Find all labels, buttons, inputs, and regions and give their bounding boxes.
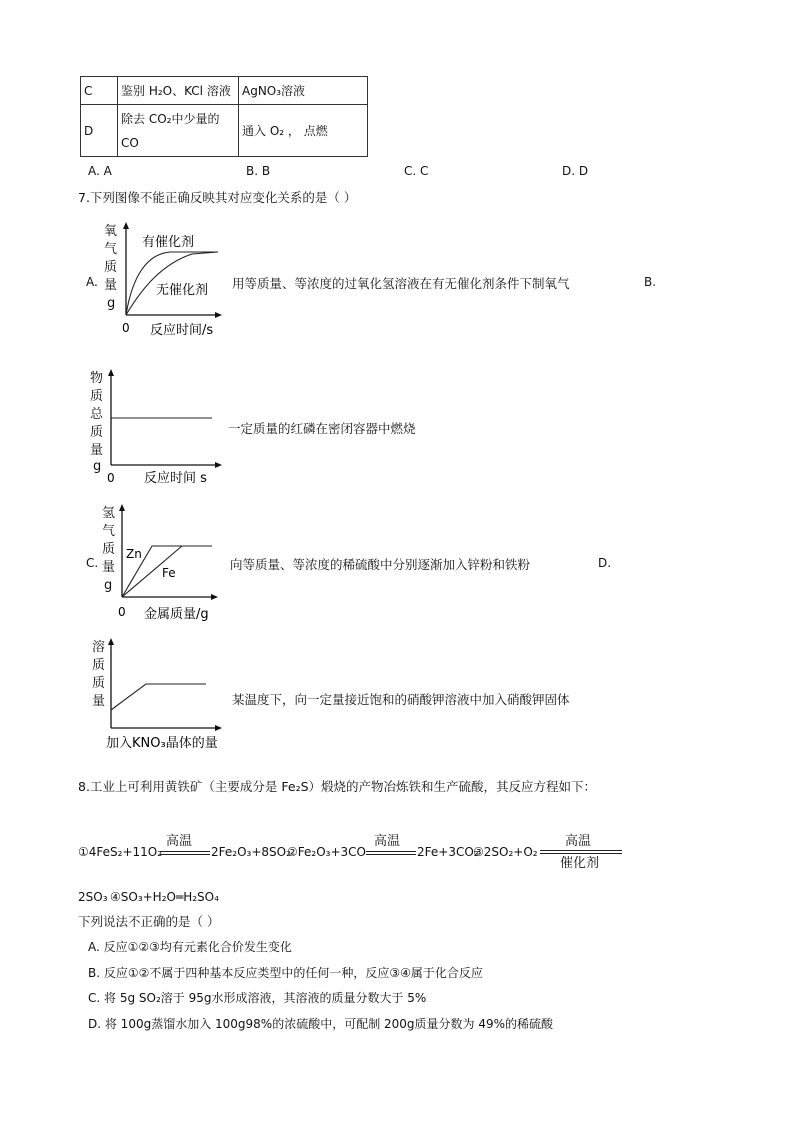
axis-label-char: 总 <box>90 407 104 422</box>
option-d[interactable]: D. D <box>562 164 589 178</box>
curve-label-zn: Zn <box>126 547 142 561</box>
option-c[interactable]: C. C <box>404 164 429 178</box>
axis-label-char: 气 <box>102 524 116 539</box>
axis-label-char: 量 <box>104 278 118 293</box>
graph-d-description: 某温度下，向一定量接近饱和的硝酸钾溶液中加入硝酸钾固体 <box>232 692 570 707</box>
eq1-condition: 高温 <box>166 834 193 849</box>
axis-label-char: 溶 <box>92 640 106 655</box>
table-cell: 通入 O₂ ， 点燃 <box>239 105 368 157</box>
option-letter-b[interactable]: B. <box>644 275 657 289</box>
curve-label-fe: Fe <box>162 566 176 580</box>
table-cell: C <box>81 77 118 105</box>
table-row <box>81 105 368 157</box>
origin-label: 0 <box>118 605 126 619</box>
table-cell: 鉴别 H₂O、KCl 溶液 <box>118 77 239 105</box>
graph-b-description: 一定质量的红磷在密闭容器中燃烧 <box>228 421 416 436</box>
y-axis-arrow <box>119 504 125 511</box>
eq2-right: 2Fe+3CO₂ <box>417 845 479 859</box>
axis-label-char: 质 <box>104 260 118 275</box>
axis-label-char: 物 <box>90 371 104 386</box>
axis-label-char: 质 <box>90 425 104 440</box>
curve-label-catalyst: 有催化剂 <box>142 235 195 250</box>
eq3-condition-top: 高温 <box>565 834 592 849</box>
eq2-condition: 高温 <box>374 834 401 849</box>
axis-label-char: 质 <box>92 658 106 673</box>
axis-label-char: 氢 <box>102 506 116 521</box>
option-b[interactable]: B. B <box>246 164 271 178</box>
x-axis-arrow <box>215 725 222 731</box>
x-axis-arrow <box>211 594 218 600</box>
axis-label-char: 质 <box>92 676 106 691</box>
axis-label-char: 氧 <box>104 224 118 239</box>
x-axis-arrow <box>215 312 222 318</box>
x-axis-label: 金属质量/g <box>144 607 209 622</box>
axis-label-char: 质 <box>102 542 116 557</box>
eq1-equals <box>160 851 210 855</box>
eq3-condition-bottom: 催化剂 <box>560 856 600 871</box>
question-8-prompt: 下列说法不正确的是（ ） <box>78 914 220 929</box>
x-axis-label: 加入KNO₃晶体的量 <box>106 736 218 751</box>
eq1-right: 2Fe₂O₃+8SO₂ <box>211 845 291 859</box>
q8-option-c[interactable]: C. 将 5g SO₂溶于 95g水形成溶液，其溶液的质量分数大于 5% <box>88 991 427 1005</box>
axis-label-char: 量 <box>102 560 116 575</box>
table-row <box>81 77 368 105</box>
axis-label-char: 质 <box>90 389 104 404</box>
y-axis-arrow <box>108 369 114 376</box>
axis-label-char: g <box>107 296 116 311</box>
eq3-left: ③2SO₂+O₂ <box>473 845 538 859</box>
axis-label-char: 气 <box>104 242 118 257</box>
eq2-equals <box>366 851 416 855</box>
question-7-stem: 7.下列图像不能正确反映其对应变化关系的是（ ） <box>78 190 357 205</box>
axis-label-char: g <box>93 459 102 474</box>
question-8-stem: 8.工业上可利用黄铁矿（主要成分是 Fe₂S）煅烧的产物冶炼铁和生产硫酸，其反应方程如下： <box>78 779 597 794</box>
axis-label-char: g <box>104 578 113 593</box>
option-a[interactable]: A. A <box>88 164 112 178</box>
eq2-left: ②Fe₂O₃+3CO <box>287 845 366 859</box>
x-axis-label: 反应时间 s <box>144 471 207 486</box>
q8-option-b[interactable]: B. 反应①②不属于四种基本反应类型中的任何一种，反应③④属于化合反应 <box>88 966 483 980</box>
eq1-left: ①4FeS₂+11O₂ <box>78 845 163 859</box>
graph-c-description: 向等质量、等浓度的稀硫酸中分别逐渐加入锌粉和铁粉 <box>230 557 531 572</box>
option-letter-a[interactable]: A. <box>86 275 98 289</box>
y-axis-arrow <box>108 638 114 645</box>
table-cell: AgNO₃溶液 <box>239 77 368 105</box>
graph-a-description: 用等质量、等浓度的过氧化氢溶液在有无催化剂条件下制氧气 <box>232 276 570 291</box>
table-cell: D <box>81 105 118 157</box>
option-letter-d[interactable]: D. <box>598 556 612 570</box>
axis-label-char: 量 <box>92 694 106 709</box>
solute-mass-line <box>111 684 206 710</box>
q8-option-d[interactable]: D. 将 100g蒸馏水加入 100g98%的浓硫酸中，可配制 200g质量分数为 49%的稀硫酸 <box>88 1017 554 1031</box>
graph-d <box>88 634 238 752</box>
x-axis-arrow <box>215 462 222 468</box>
curve-label-no-catalyst: 无催化剂 <box>156 283 209 298</box>
table-cell: 除去 CO₂中少量的CO <box>118 105 239 157</box>
axis-label-char: 量 <box>90 443 104 458</box>
origin-label: 0 <box>122 321 130 335</box>
option-letter-c[interactable]: C. <box>86 556 99 570</box>
graph-a <box>98 218 228 342</box>
x-axis-label: 反应时间/s <box>150 323 214 338</box>
y-axis-arrow <box>123 222 129 229</box>
graph-c <box>98 500 228 624</box>
eq3-right: 2SO₃ <box>78 890 108 904</box>
graph-b <box>88 365 228 489</box>
origin-label: 0 <box>107 471 115 485</box>
options-table <box>80 76 368 157</box>
eq4: ④SO₃+H₂O═H₂SO₄ <box>110 890 219 904</box>
q8-option-a[interactable]: A. 反应①②③均有元素化合价发生变化 <box>88 940 292 954</box>
